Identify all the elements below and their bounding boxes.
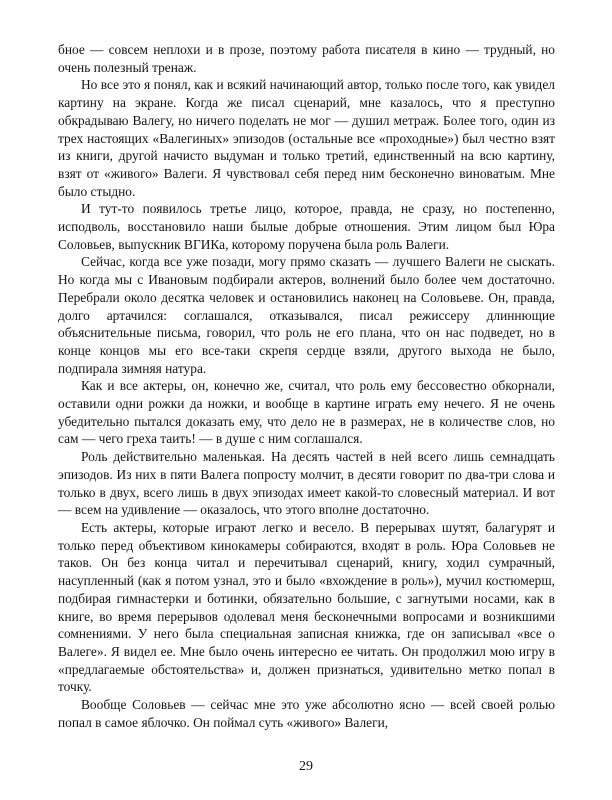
paragraph-1: бное — совсем неплохи и в прозе, поэтому работа писателя в кино — трудный, но очень полезный тренаж. — [58, 42, 555, 75]
paragraph-7: Есть актеры, которые играют легко и весело. В перерывах шутят, балагурят и только перед объективом кинокамеры собираются, входят в роль. Юра Соловьев не таков. Он без конца читал и перечитывал сценарий, книгу, ходил сумрачный, насупленный (как я потом узнал, это и было «вхождение в роль»), мучил костюмерш, подбирая гимнастерки и ботинки, обязательно большие, с загнутыми носами, как в книге, во время перерывов одолевал меня бесконечными вопросами и возникшими сомнениями. У него была специальная записная книжка, где он записывал «все о Валеге». Я видел ее. Мне было очень интересно ее читать. Он продолжил мою игру в «предлагаемые обстоятельства» и, должен признаться, удивительно метко попал в точку. — [58, 519, 555, 695]
paragraph-8: Вообще Соловьев — сейчас мне это уже абсолютно ясно — всей своей ролью попал в самое яблочко. Он поймал суть «живого» Валеги, — [58, 697, 555, 730]
paragraph-2: Но все это я понял, как и всякий начинающий автор, только после того, как увидел картину на экране. Когда же писал сценарий, мне казалось, что я преступно обкрадываю Валегу, но ничего поделать не мог — душил метраж. Более того, один из трех настоящих «Валегиных» эпизодов (остальные все «проходные») был честно взят из книги, другой начисто выдуман и только третий, единственный на всю картину, взят от «живого» Валеги. Я чувствовал себя перед ним бесконечно виноватым. Мне было стыдно. — [58, 77, 555, 199]
paragraph-5: Как и все актеры, он, конечно же, считал, что роль ему бессовестно обкорнали, оставили одни рожки да ножки, и вообще в картине играть ему нечего. Я не очень убедительно пытался доказать ему, что дело не в размерах, не в количестве слов, но сам — чего греха таить! — в душе с ним соглашался. — [58, 378, 555, 447]
paragraph-3: И тут-то появилось третье лицо, которое, правда, не сразу, но постепенно, исподволь, восстановило наши былые добрые отношения. Этим лицом был Юра Соловьев, выпускник ВГИКа, которому поручена была роль Валеги. — [58, 201, 555, 252]
page-body — [58, 41, 555, 731]
paragraph-6: Роль действительно маленькая. На десять частей в ней всего лишь семнадцать эпизодов. Из них в пяти Валега попросту молчит, в десяти говорит по два-три слова и только в двух, всего лишь в двух эпизодах имеет какой-то словесный материал. И вот — всем на удивление — оказалось, что этого вполне достаточно. — [58, 449, 555, 518]
page-number: 29 — [299, 759, 313, 774]
paragraph-4: Сейчас, когда все уже позади, могу прямо сказать — лучшего Валеги не сыскать. Но когда мы с Ивановым подбирали актеров, волнений было более чем достаточно. Перебрали около десятка человек и остановились наконец на Соловьеве. Он, правда, долго артачился: соглашался, отказывался, писал режиссеру длиннющие объяснительные письма, говорил, что роль не его плана, что он нас подведет, но в конце концов мы его все-таки скрепя сердце взяли, другого выхода не было, подпирала зимняя натура. — [58, 254, 555, 376]
